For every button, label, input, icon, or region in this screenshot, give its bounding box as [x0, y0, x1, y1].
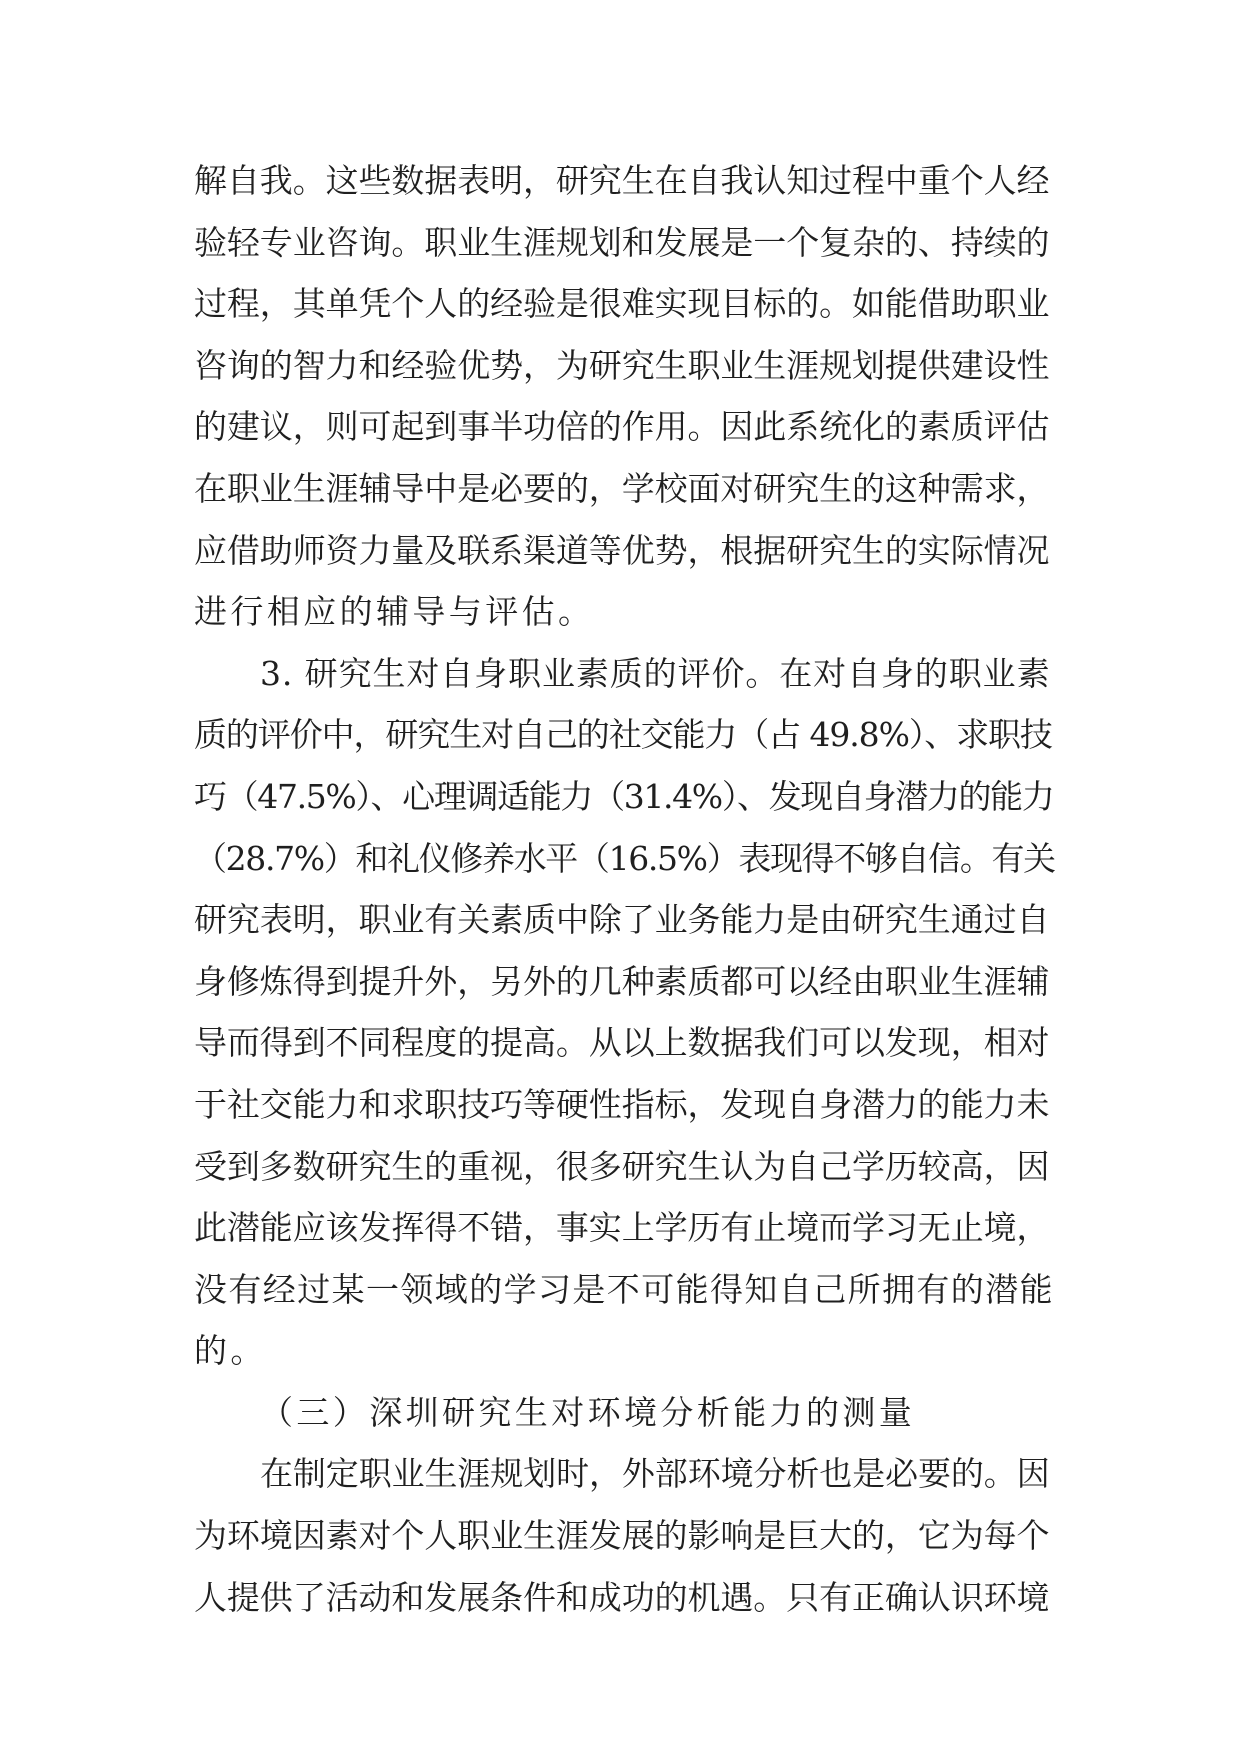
text-line: 在职业生涯辅导中是必要的，学校面对研究生的这种需求，	[194, 468, 1050, 508]
text-line: 解自我。这些数据表明，研究生在自我认知过程中重个人经	[194, 161, 1050, 200]
body-text	[194, 150, 1054, 1628]
text-line: 验轻专业咨询。职业生涯规划和发展是一个复杂的、持续的	[194, 222, 1050, 262]
text-line: 的建议，则可起到事半功倍的作用。因此系统化的素质评估	[194, 407, 1050, 447]
text-line: 身修炼得到提升外，另外的几种素质都可以经由职业生涯辅	[194, 961, 1050, 1001]
text-line: 咨询的智力和经验优势，为研究生职业生涯规划提供建设性	[194, 345, 1050, 385]
text-line: 应借助师资力量及联系渠道等优势，根据研究生的实际情况	[194, 530, 1050, 570]
text-line: 导而得到不同程度的提高。从以上数据我们可以发现，相对	[194, 1023, 1050, 1063]
text-line: 人提供了活动和发展条件和成功的机遇。只有正确认识环境	[194, 1577, 1050, 1617]
text-line: 受到多数研究生的重视，很多研究生认为自己学历较高，因	[194, 1146, 1050, 1186]
text-line: 为环境因素对个人职业生涯发展的影响是巨大的，它为每个	[194, 1516, 1050, 1556]
text-line: （28.7%）和礼仪修养水平（16.5%）表现得不够自信。有关	[194, 838, 1055, 878]
text-line: 的。	[194, 1331, 267, 1371]
text-line: 质的评价中，研究生对自己的社交能力（占 49.8%）、求职技	[194, 715, 1052, 755]
text-line: 研究表明，职业有关素质中除了业务能力是由研究生通过自	[194, 900, 1050, 940]
text-line: 进行相应的辅导与评估。	[194, 592, 595, 632]
text-line: 过程，其单凭个人的经验是很难实现目标的。如能借助职业	[194, 284, 1050, 324]
text-line: 此潜能应该发挥得不错，事实上学历有止境而学习无止境，	[194, 1208, 1050, 1248]
text-line: 巧（47.5%）、心理调适能力（31.4%）、发现自身潜力的能力	[194, 776, 1054, 816]
text-line: 3. 研究生对自身职业素质的评价。在对自身的职业素	[260, 653, 1051, 693]
text-line: 没有经过某一领域的学习是不可能得知自己所拥有的潜能	[194, 1269, 1054, 1309]
text-line: 在制定职业生涯规划时，外部环境分析也是必要的。因	[260, 1454, 1050, 1494]
text-line: 于社交能力和求职技巧等硬性指标，发现自身潜力的能力未	[194, 1084, 1050, 1124]
section-heading: （三）深圳研究生对环境分析能力的测量	[260, 1392, 916, 1432]
